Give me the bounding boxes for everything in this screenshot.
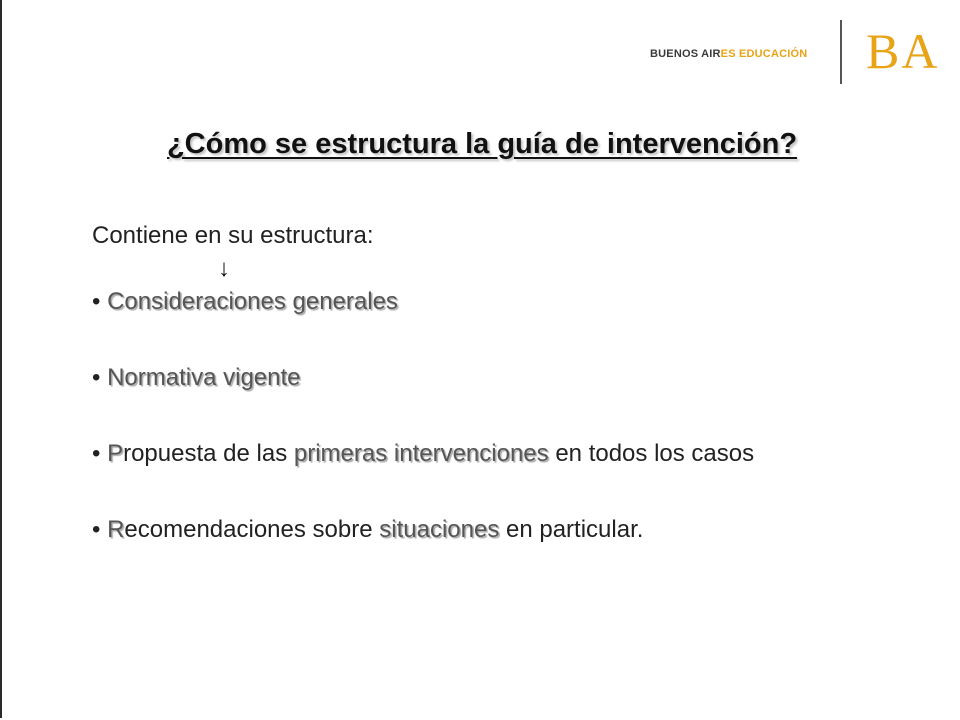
bullet: •	[92, 440, 101, 467]
item-lead-letter: P	[107, 440, 124, 467]
bullet: •	[92, 516, 101, 543]
slide-title-text: ¿Cómo se estructura la guía de intervención?	[166, 128, 798, 160]
item-lead-letter: R	[107, 516, 125, 543]
ba-logo: BA	[866, 23, 940, 79]
item-text-rest: en particular.	[499, 516, 644, 543]
list-item	[92, 512, 852, 548]
item-emphasis: Consideraciones generales	[107, 288, 398, 315]
item-emphasis: primeras intervenciones	[293, 440, 549, 467]
item-text: ropuesta de las	[123, 440, 294, 467]
slide-body	[92, 218, 852, 548]
item-text-rest: en todos los casos	[548, 440, 755, 467]
bullet: •	[92, 364, 101, 391]
brand-wordmark	[650, 48, 807, 60]
bullet: •	[92, 288, 101, 315]
list-item	[92, 436, 852, 472]
item-text: ecomendaciones sobre	[124, 516, 380, 543]
down-arrow-icon: ↓	[218, 255, 230, 282]
item-emphasis: situaciones	[379, 516, 500, 543]
logo-divider	[840, 20, 842, 84]
list-item	[92, 360, 852, 396]
list-item	[92, 284, 852, 320]
slide-title	[2, 128, 960, 161]
brand-wordmark-dark: BUENOS AIR	[650, 48, 721, 60]
item-emphasis: Normativa vigente	[107, 364, 301, 391]
brand-wordmark-accent: ES EDUCACIÓN	[720, 48, 808, 60]
intro-text: Contiene en su estructura:	[92, 222, 374, 249]
